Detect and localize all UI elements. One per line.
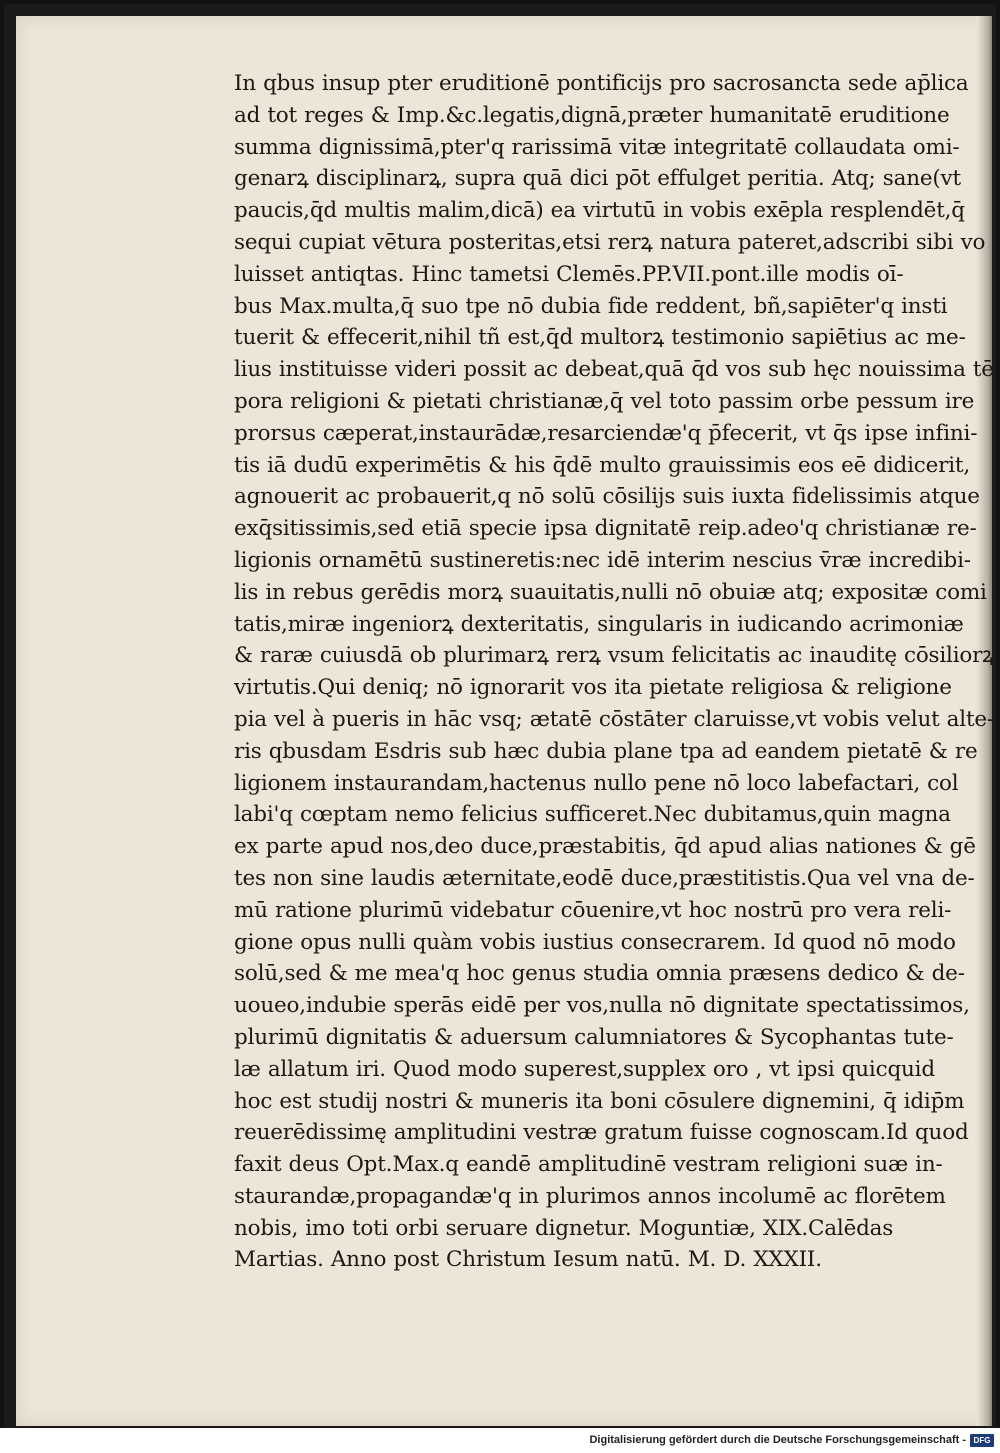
text-line: sequi cupiat vētura posteritas,etsi rerꝝ natura pateret,adscribi sibi vo [234,229,986,255]
text-line: læ allatum iri. Quod modo superest,supplex oro , vt ipsi quicquid [234,1056,935,1082]
text-line: reuerēdissimę amplitudini vestræ gratum fuisse cognoscam.Id quod [234,1120,969,1146]
text-line: tuerit & effecerit,nihil tñ est,q̄d multorꝝ testimonio sapiētius ac me- [234,325,966,351]
text-line: tes non sine laudis æternitate,eodē duce,præstitistis.Qua vel vna de- [234,865,975,891]
text-line: bus Max.multa,q̄ suo tpe nō dubia fide reddent, bñ,sapiēter'q insti [234,293,948,319]
text-line: agnouerit ac probauerit,q nō solū cōsilijs suis iuxta fidelissimis atque [234,484,980,510]
book-page [16,16,995,1426]
scan-frame [4,4,996,1428]
text-line: exq̄sitissimis,sed etiā specie ipsa dignitatē reip.adeo'q christianæ re- [234,516,977,542]
dfg-logo: DFG [970,1434,994,1447]
text-line: luisset antiqtas. Hinc tametsi Clemēs.PP.VII.pont.ille modis oī- [234,261,904,287]
text-line: pora religioni & pietati christianæ,q̄ vel toto passim orbe pessum ire [234,388,975,414]
text-line: ex parte apud nos,deo duce,præstabitis, q̄d apud alias nationes & gē [234,834,976,860]
text-line: prorsus cæperat,instaurādæ,resarciendæ'q p̄fecerit, vt q̄s ipse infini- [234,420,978,446]
text-line: ris qbusdam Esdris sub hæc dubia plane tpa ad eandem pietatē & re [234,738,978,764]
text-line: paucis,q̄d multis malim,dicā) ea virtutū in vobis exēpla resplendēt,q̄ [234,198,965,224]
text-line: mū ratione plurimū videbatur cōuenire,vt hoc nostrū pro vera reli- [234,897,952,923]
text-line: lius instituisse videri possit ac debeat,quā q̄d vos sub hęc nouissima tē [234,357,994,383]
text-line: lis in rebus gerēdis morꝝ suauitatis,nulli nō obuiæ atq; expositæ comi [234,579,987,605]
text-line: tatis,miræ ingeniorꝝ dexteritatis, singularis in iudicando acrimoniæ [234,611,964,637]
text-line: staurandæ,propagandæ'q in plurimos annos incolumē ac florētem [234,1183,946,1209]
text-line: solū,sed & me mea'q hoc genus studia omnia præsens dedico & de- [234,961,965,987]
footer-bar [0,1428,1000,1453]
text-line: hoc est studij nostri & muneris ita boni cōsulere dignemini, q̄ idip̄m [234,1088,965,1114]
text-line: Martias. Anno post Christum Iesum natū. M. D. XXXII. [234,1247,822,1273]
text-line: plurimū dignitatis & aduersum calumniatores & Sycophantas tute- [234,1024,954,1050]
text-line: genarꝝ disciplinarꝝ, supra quā dici pōt effulget peritia. Atq; sane(vt [234,166,961,192]
funding-notice: Digitalisierung gefördert durch die Deutsche Forschungsgemeinschaft - [589,1434,966,1446]
latin-text-block [234,68,994,1276]
text-line: ligionem instaurandam,hactenus nullo pene nō loco labefactari, col [234,770,959,796]
text-line: labi'q cœptam nemo felicius sufficeret.Nec dubitamus,quin magna [234,802,951,828]
text-line: ligionis ornamētū sustineretis:nec idē interim nescius v̄ræ incredibi- [234,547,971,573]
text-line: pia vel à pueris in hāc vsq; ætatē cōstāter claruisse,vt vobis velut alte- [234,706,994,732]
text-line: tis iā dudū experimētis & his q̄dē multo grauissimis eos eē didicerit, [234,452,970,478]
text-line: faxit deus Opt.Max.q eandē amplitudinē vestram religioni suæ in- [234,1152,943,1178]
text-line: summa dignissimā,pter'q rarissimā vitæ integritatē collaudata omi- [234,134,960,160]
text-line: gione opus nulli quàm vobis iustius consecrarem. Id quod nō modo [234,929,956,955]
text-line: In qbus insup pter eruditionē pontificijs pro sacrosancta sede ap̄lica [234,71,969,96]
text-line: & raræ cuiusdā ob plurimarꝝ rerꝝ vsum felicitatis ac inauditę cōsiliorꝝ [234,643,995,669]
text-line: virtutis.Qui deniq; nō ignorarit vos ita pietate religiosa & religione [234,675,952,701]
text-line: nobis, imo toti orbi seruare dignetur. Moguntiæ, XIX.Calēdas [234,1215,894,1241]
text-line: ad tot reges & Imp.&c.legatis,dignā,præter humanitatē eruditione [234,102,950,128]
text-line: uoueo,indubie sperās eidē per vos,nulla nō dignitate spectatissimos, [234,993,970,1019]
